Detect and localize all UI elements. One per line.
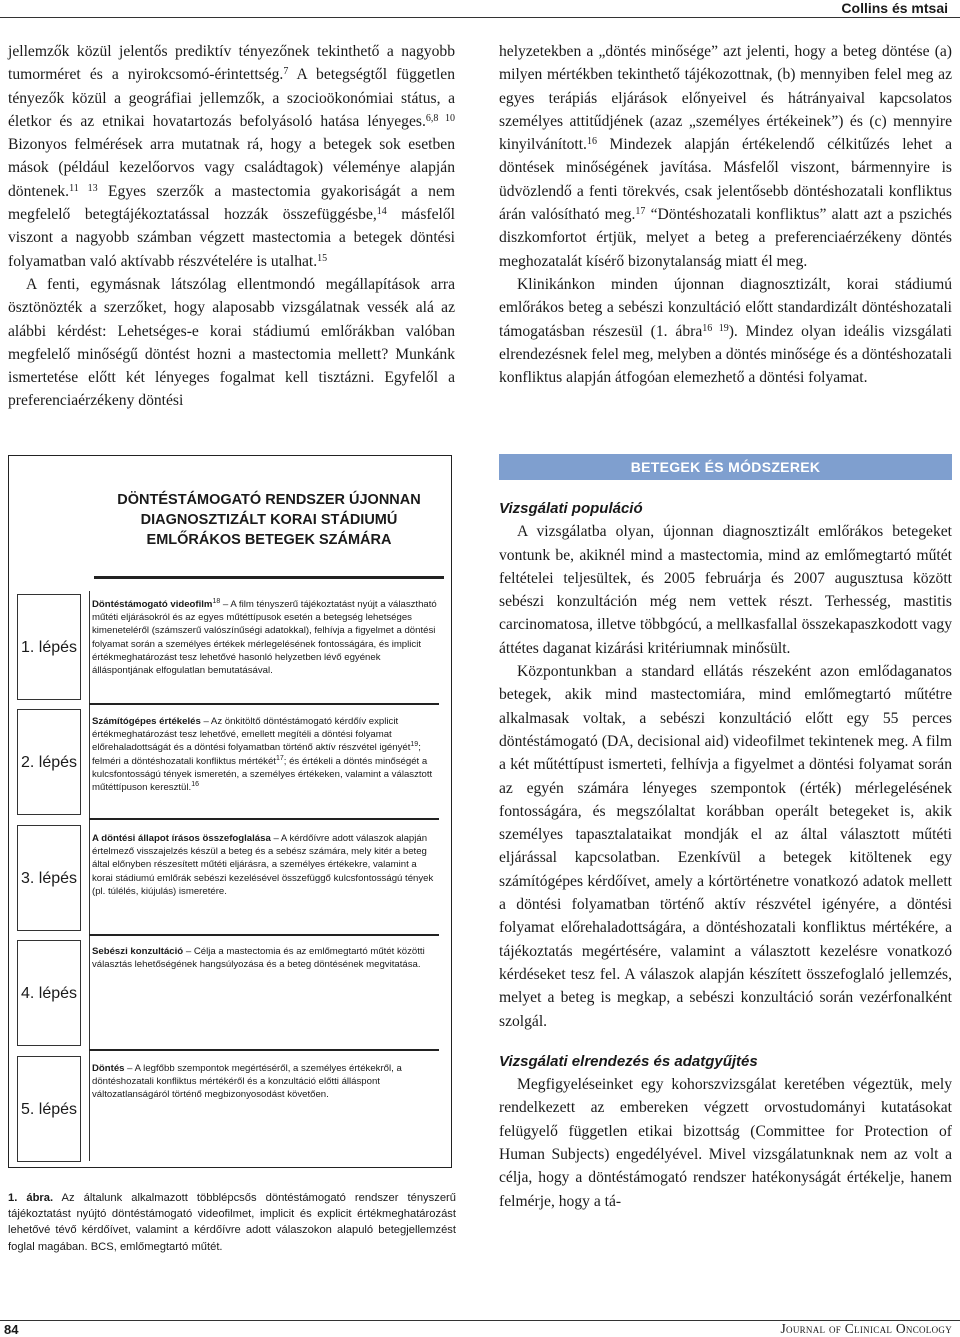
step-1-label: 1. lépés bbox=[17, 594, 81, 700]
population-paragraph-2: Központunkban a standard ellátás részeként azon emlődaganatos betegek, akik mind mastectomiára, mind emlőmegtartó műtétre alkalmasak voltak, a sebészi konzultáció előtt egy 55 perces döntéstámogató (DA, decisional aid) videofilmet tekintenek meg. A film a két műtéttípust ismerteti, felhívja a figyelmet a döntési folyamat során az egyén számára lényeges szempontok (érték) mérlegelésének fontosságára, és megszólaltat korábban operált betegeket is, akik személyes tapasztalataikat mondják el az által választott műtéti eljárással kapcsolatban. Ezenkívül a betegek kitöltenek egy számítógépes kérdőívet, amely a kórtörténetre vonatkozó adatok mellett a döntési folyamatban történő aktív részvétel igényére, a döntési folyamat előrehaladottságára, a döntéshozatali konfliktus mértékére, a tájékoztatás megértésére, valamint a választott kezelésre vonatkozó kérdéseket tesz fel. A válaszok alapján készített összefoglaló jellemzés, melyet a beteg is megkap, a sebészi konzultáció során vezérfonalként szolgál. bbox=[499, 663, 952, 1030]
section-heading: BETEGEK ÉS MÓDSZEREK bbox=[499, 454, 952, 480]
step-2-text: Számítógépes értékelés – Az önkitöltő döntéstámogató kérdőív explicit értékmeghatározást tesz lehetővé, emellett megítéli a döntési folyamat előrehaladottságát és a döntési folyamatban történő aktív részvétel igényét$^{19}$; felméri a döntéshozatali konfliktus mértékét$^{17}$; és értékeli a döntés minőségét a kulcsfontosságú tények ismeretén, a személyes értékeken, valamint a választott műtéttípuson keresztül.$^{16}$ bbox=[92, 716, 433, 794]
figure-title: DÖNTÉSTÁMOGATÓ RENDSZER ÚJONNAN DIAGNOSZTIZÁLT KORAI STÁDIUMÚ EMLŐRÁKOS BETEGEK SZÁMÁRA bbox=[117, 492, 421, 548]
ref: 11 13 bbox=[69, 182, 98, 194]
right-paragraph-2: Klinikánkon minden újonnan diagnosztizált, korai stádiumú emlőrákos beteg a sebészi konzultáció előtt standardizált döntéshozatali támogatásban részesül (1. ábra$^{16 19}$). Mindez olyan ideális vizsgálati elrendezésnek felel meg, melyben a döntés minősége és a döntéshozatali konfliktus alapján átfogóan elemezhető a döntési folyamat. bbox=[499, 275, 953, 387]
step-3-label: 3. lépés bbox=[17, 825, 81, 931]
ref: 7 bbox=[283, 66, 289, 78]
step-5-label: 5. lépés bbox=[17, 1056, 81, 1162]
step-1-text: Döntéstámogató videofilm$^{18}$ – A film tényszerű tájékoztatást nyújt a választható műtéti eljárásokról és az egyes műtéttípusok esetén a betegség lehetséges kimeneteléről (számszerű valószínűségi adatokkal), felhívja a figyelmet a döntési folyamat során a személyes értékek mérlegelésének fontosságára, és implicit értékmeghatározást tesz lehetővé hasonló helyzetben lévő egyének álláspontjának elfogulatlan bemutatásával. bbox=[92, 598, 437, 677]
step-3-text: A döntési állapot írásos összefoglalása – A kérdőívre adott válaszok alapján értelmező visszajelzés készül a beteg és a sebész számára, mely kitér a beteg által előnyben részesített műtéti eljárásra, a személyes értékekre, valamint a korai stádiumú emlőrák sebészi kezelésével összefüggő kulcsfontosságú tények (pl. túlélés, kiújulás) ismeretére. bbox=[92, 833, 434, 897]
figure-title-rule bbox=[94, 576, 444, 579]
step-4-label: 4. lépés bbox=[17, 940, 81, 1046]
step-4-text: Sebészi konzultáció – Célja a mastectomia és az emlőmegtartó műtét közötti választás lehetőségének hangsúlyozása és a beteg döntésének megvitatása. bbox=[92, 946, 425, 971]
figure-caption: 1. ábra. Az általunk alkalmazott többlépcsős döntéstámogató rendszer tényszerű tájékoztatást nyújtó döntéstámogató videofilmet, implicit és explicit értékmeghatározást lehetővé tévő kérdőívet, valamint a kérdőívre adott válaszokon alapuló betegjellemzést foglal magában. BCS, emlőmegtartó műtét. bbox=[8, 1192, 456, 1253]
ref: 6,8 10 bbox=[425, 112, 455, 124]
subheading-population: Vizsgálati populáció bbox=[499, 500, 643, 517]
left-column bbox=[8, 40, 455, 413]
ref: 17 bbox=[635, 206, 646, 218]
ref: 15 bbox=[317, 252, 328, 264]
left-paragraph-1: jellemzők közül jelentős prediktív tényezőnek tekinthető a nagyobb tumorméret és a nyirokcsomó-érintettség.$^7$ A betegségtől független tényezők közül a geográfiai jellemzők, a szocioökonómiai státus, a életkor és az etnikai hovatartozás befolyásoló hatása lényeges.$^{6,8 10}$ Bizonyos felmérések arra mutatnak rá, hogy a betegek sok esetben mások (például kezelőorvos vagy családtagok) véleménye alapján döntenek.$^{11 13}$ Egyes szerzők a mastectomia gyakoriságát a nem megfelelő betegtájékoztatással hozzák összefüggésbe,$^{14}$ másfelől viszont a nagyobb számban végzett mastectomia a betegek döntési folyamatban való aktívabb részvételére is utalhat.$^{15}$ bbox=[8, 43, 456, 270]
step-3-rule bbox=[89, 934, 439, 936]
population-paragraph-1: A vizsgálatba olyan, újonnan diagnosztizált emlőrákos betegeket vontunk be, akiknél mind a mastectomia, mind az emlőmegtartó műtét feltételei teljesültek, és 2005 februárja és 2007 augusztusa között sebészi konzultáción még nem vettek részt. Terhesség, mastitis carcinomatosa, illetve többgócú, a mellkasfallal összekapaszkodott vagy áttétes daganat kizárási kritériumnak minősült. bbox=[499, 523, 952, 657]
ref: 19 bbox=[410, 741, 419, 749]
ref: 14 bbox=[376, 206, 387, 218]
ref: 17 bbox=[275, 754, 284, 762]
design-paragraph-1: Megfigyeléseinket egy kohorszvizsgálat keretében végeztük, mely rendelkezett az embereken végzett orvostudományi kutatásokat felügyelő független etikai bizottság (Committee for Protection of Human Subjects) engedélyével. Mivel vizsgálatunknak nem az volt a célja, hogy a döntéstámogató rendszer hatékonyságát értékelje, hanem felmérje, hogy a tá- bbox=[499, 1076, 952, 1210]
right-column-upper bbox=[499, 40, 952, 389]
subheading-design: Vizsgálati elrendezés és adatgyűjtés bbox=[499, 1052, 758, 1070]
step-2-rule bbox=[89, 818, 439, 820]
step-5-text: Döntés – A legfőbb szempontok megértéséről, a személyes értékekről, a döntéshozatali konfliktus mértékéről és a konzultáció előtti álláspont változatlanságáról történő megbizonyosodást követően. bbox=[92, 1063, 402, 1101]
figure-1 bbox=[8, 455, 452, 1168]
ref: 16 bbox=[586, 136, 597, 148]
figure-step-divider bbox=[89, 591, 90, 1161]
step-1-rule bbox=[89, 703, 439, 705]
ref: 16 19 bbox=[702, 322, 729, 334]
running-header: Collins és mtsai bbox=[841, 0, 948, 16]
right-column-lower bbox=[499, 497, 952, 1213]
right-paragraph-1: helyzetekben a „döntés minősége” azt jelenti, hogy a beteg döntése (a) milyen mértékben tekinthető tájékozottnak, (b) mennyiben felel meg az egyes terápiás eljárások előnyeivel és hátrányaival kapcsolatos személyes attitűdjének (azaz „személyes értékeinek”) és (c) mennyire kinyilvánított.$^{16}$ Mindezek alapján értékelendő célkitűzés lehet a döntések minőségének javítása. Másfelől viszont, bármennyire is üdvözlendő a fenti törekvés, csak jelentősebb döntéshozatali konfliktus árán valósítható meg.$^{17}$ “Döntéshozatali konfliktus” alatt azt a pszichés diszkomfortot értjük, melyet a beteg a preferenciaérzékeny döntés meghozatalát kísérő bizonytalanság miatt él meg. bbox=[499, 43, 952, 270]
ref: 18 bbox=[212, 598, 221, 605]
page-number: 84 bbox=[4, 1322, 19, 1337]
step-2-label: 2. lépés bbox=[17, 709, 81, 815]
journal-name: Journal of Clinical Oncology bbox=[780, 1321, 952, 1336]
left-paragraph-2: A fenti, egymásnak látszólag ellentmondó megállapítások arra ösztönözték a szerzőket, hogy alaposabb vizsgálatnak vessék alá az alábbi kérdést: Lehetséges-e korai stádiumú emlőrákban valóban megfelelő minőségű döntést hozni a mastectomia mellett? Munkánk ismertetése előtt két lényeges fogalmat kell tisztázni. Egyfelől a preferenciaérzékeny döntési bbox=[8, 275, 455, 410]
ref: 16 bbox=[191, 781, 199, 789]
header-rule bbox=[0, 17, 960, 18]
step-4-rule bbox=[89, 1049, 439, 1051]
